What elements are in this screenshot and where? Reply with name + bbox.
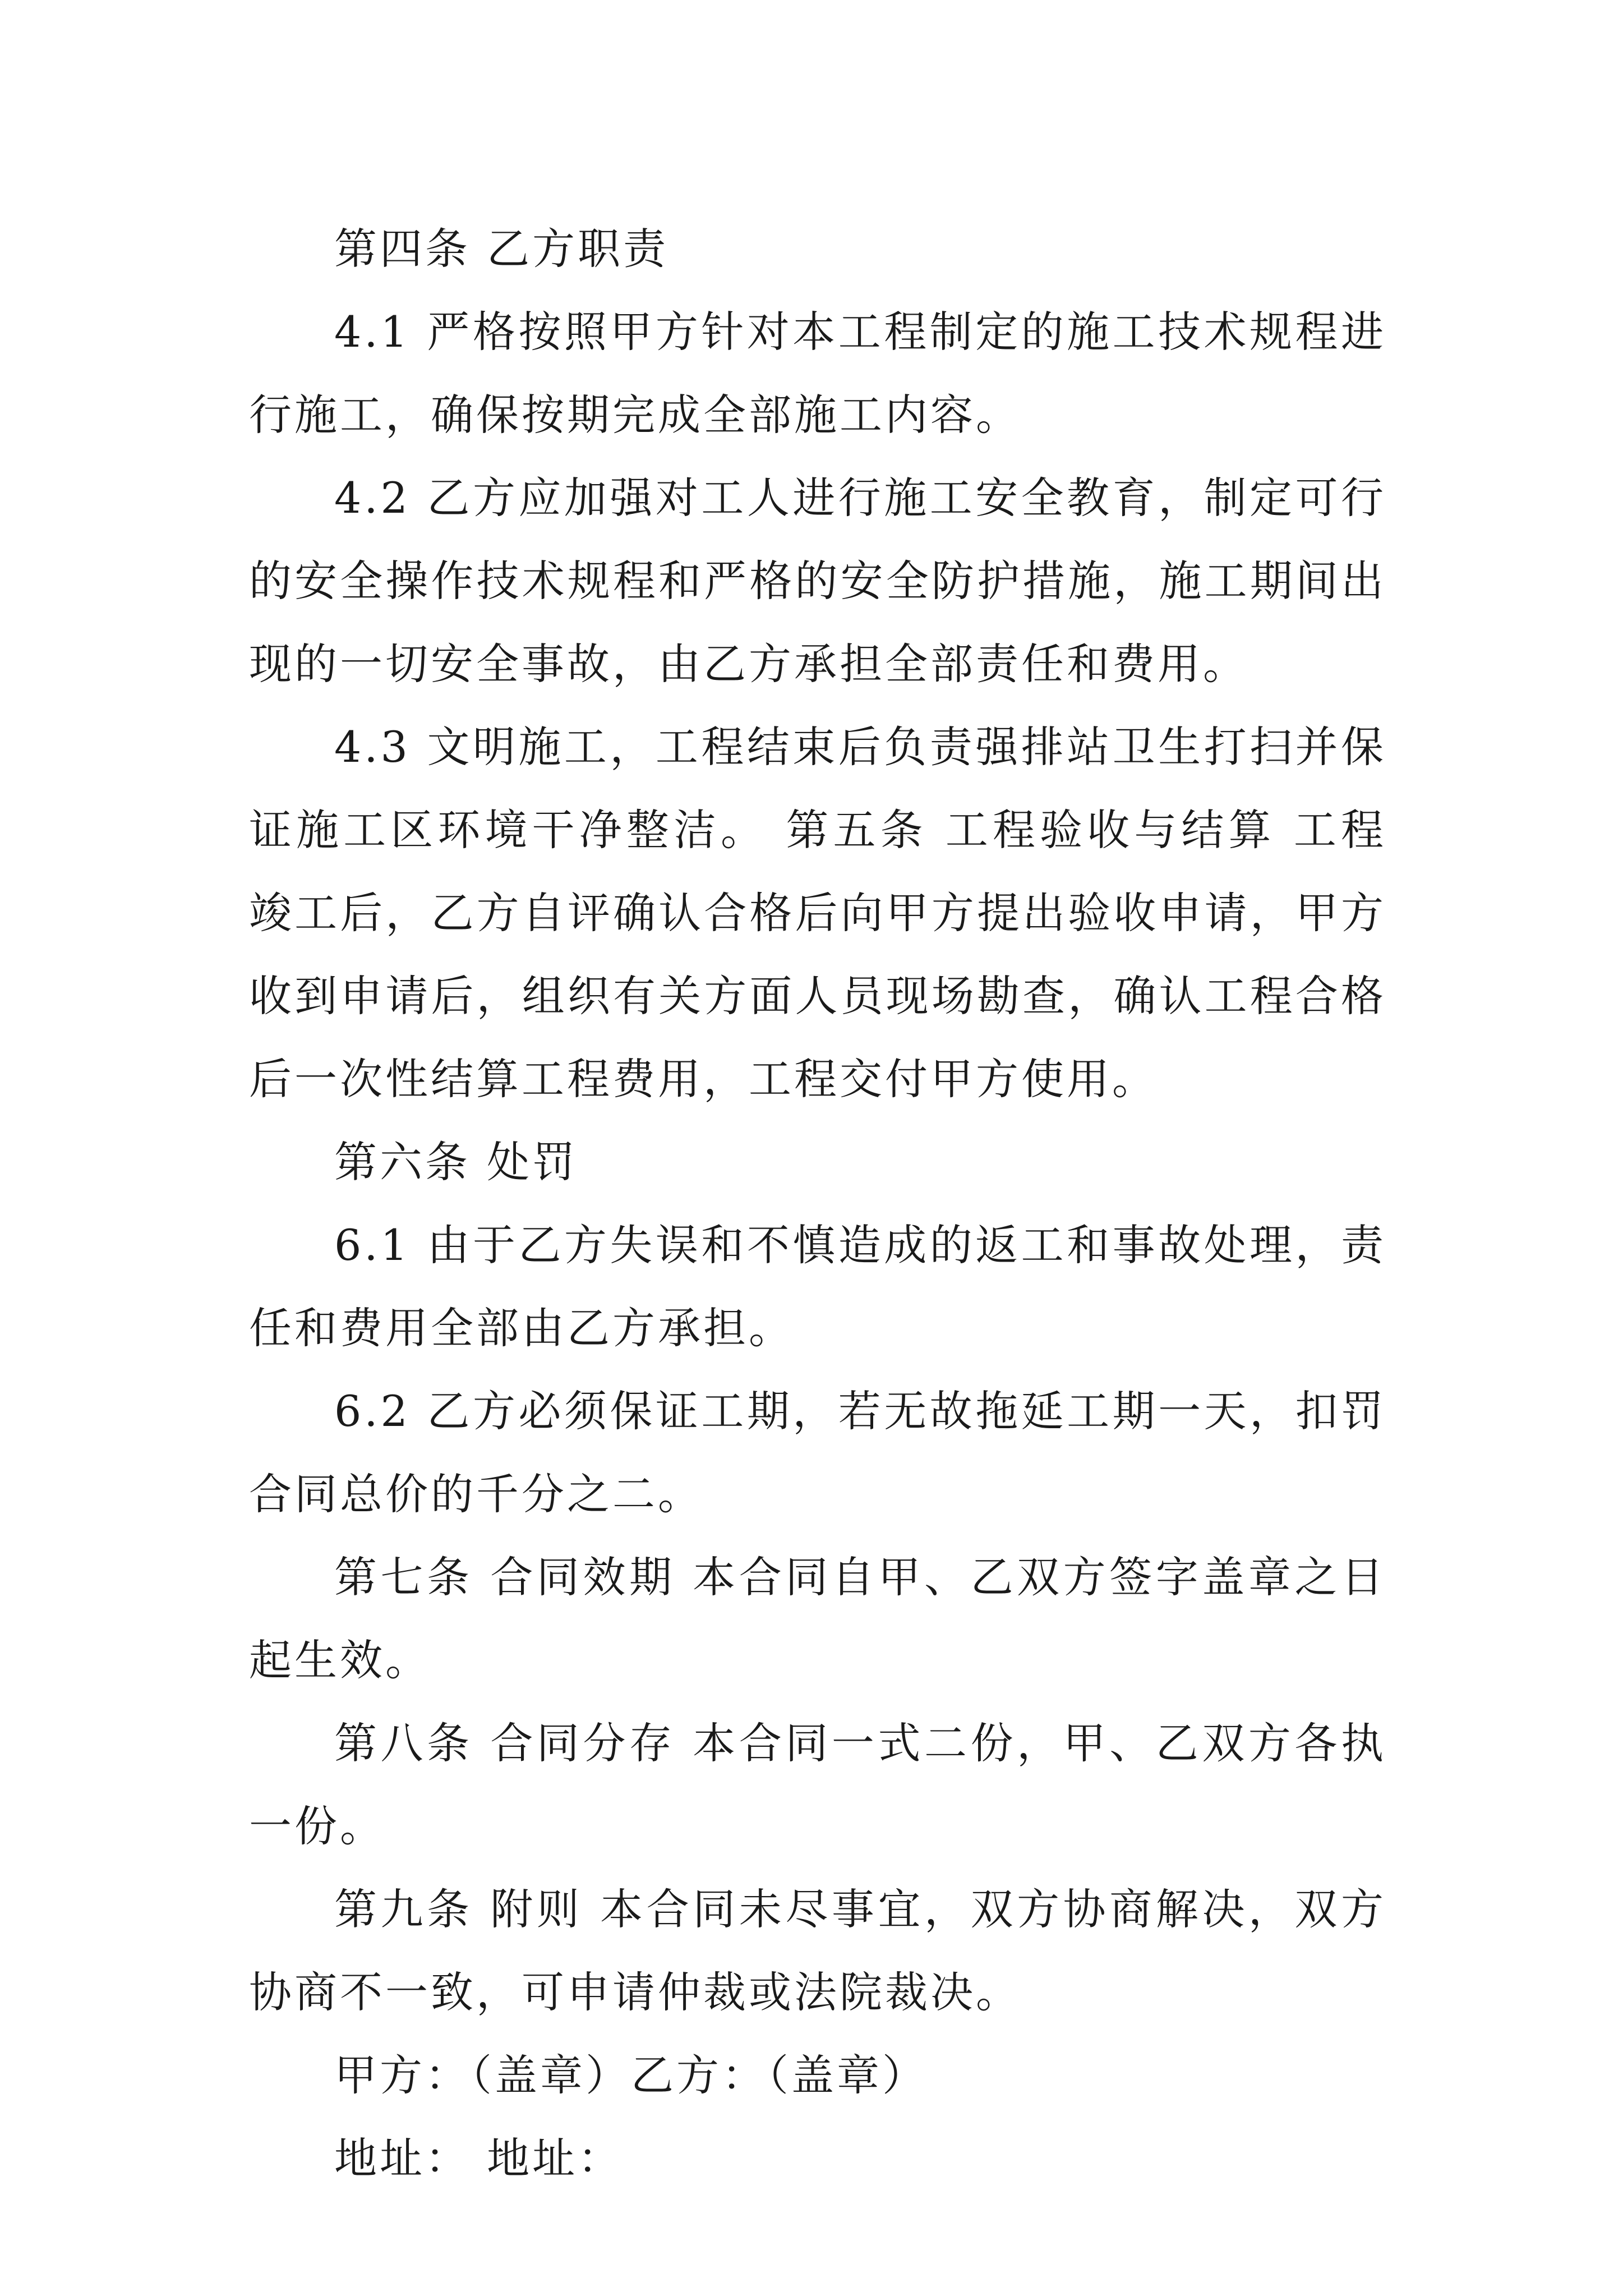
article-9: 第九条 附则 本合同未尽事宜，双方协商解决，双方协商不一致，可申请仲裁或法院裁决。 bbox=[249, 1884, 1386, 2017]
address-line: 地址： 地址： bbox=[334, 2133, 624, 2183]
party-seal-line: 甲方：（盖章）乙方：（盖章） bbox=[334, 2050, 928, 2100]
clause-4-1: 4.1 严格按照甲方针对本工程制定的施工技术规程进行施工，确保按期完成全部施工内容。 bbox=[249, 307, 1386, 440]
article-7: 第七条 合同效期 本合同自甲、乙双方签字盖章之日起生效。 bbox=[249, 1552, 1386, 1685]
clause-4-2: 4.2 乙方应加强对工人进行施工安全教育，制定可行的安全操作技术规程和严格的安全防护措施，施工期间出现的一切安全事故，由乙方承担全部责任和费用。 bbox=[249, 473, 1386, 689]
article-6-heading: 第六条 处罚 bbox=[334, 1137, 578, 1187]
clause-6-2: 6.2 乙方必须保证工期，若无故拖延工期一天，扣罚合同总价的千分之二。 bbox=[249, 1386, 1386, 1519]
clause-4-3-and-article-5: 4.3 文明施工，工程结束后负责强排站卫生打扫并保证施工区环境干净整洁。 第五条 工程验收与结算 工程竣工后，乙方自评确认合格后向甲方提出验收申请，甲方收到申请后，组织有关方面人员现场勘查，确认工程合格后一次性结算工程费用，工程交付甲方使用。 bbox=[249, 722, 1386, 1104]
article-8: 第八条 合同分存 本合同一式二份，甲、乙双方各执一份。 bbox=[249, 1718, 1386, 1851]
clause-6-1: 6.1 由于乙方失误和不慎造成的返工和事故处理，责任和费用全部由乙方承担。 bbox=[249, 1220, 1386, 1353]
article-4-heading: 第四条 乙方职责 bbox=[334, 224, 669, 274]
document-body bbox=[249, 208, 1386, 2200]
